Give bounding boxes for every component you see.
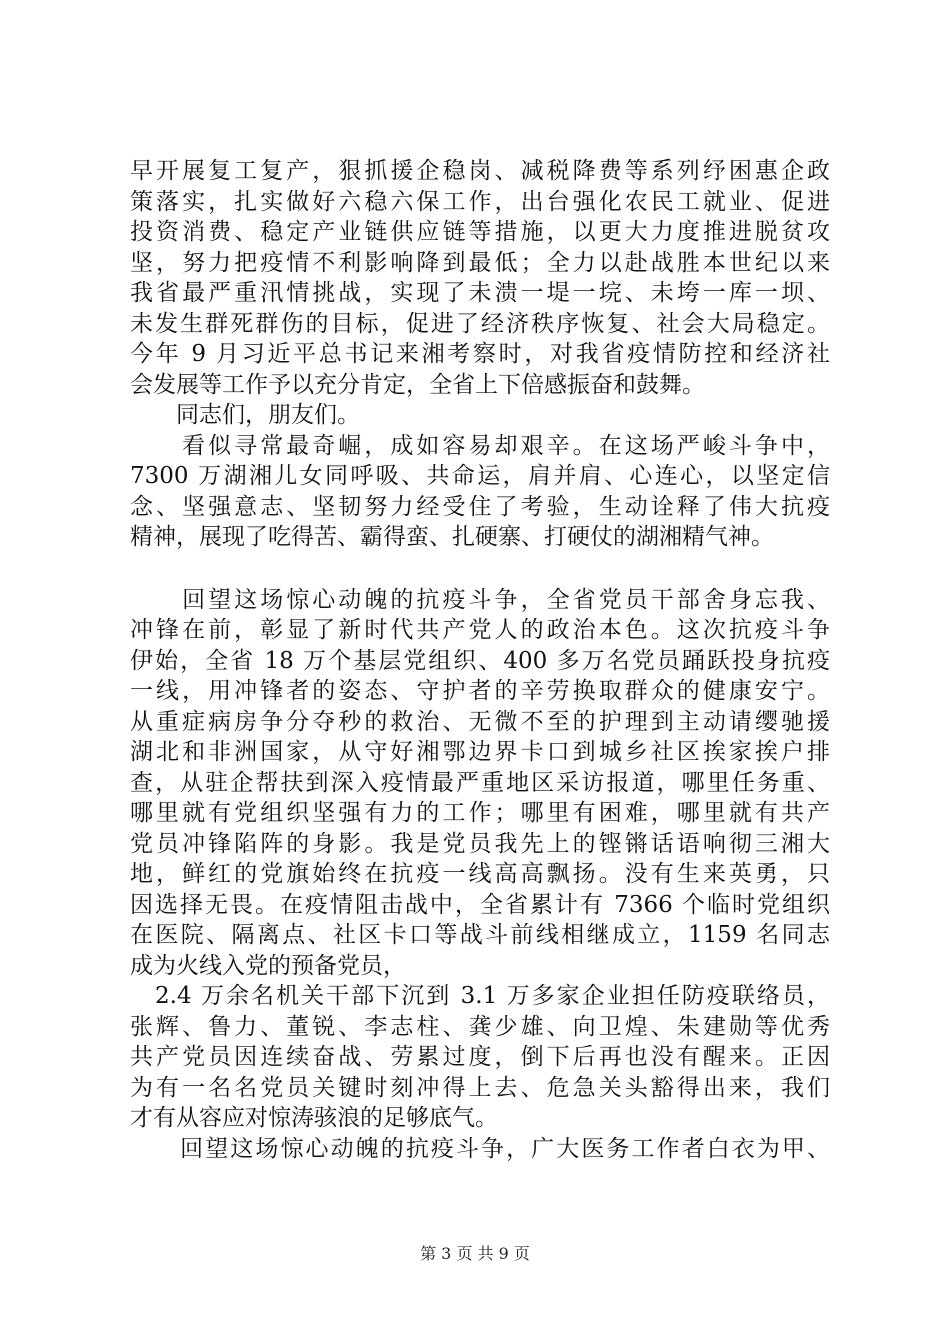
text-line: 查，从驻企帮扶到深入疫情最严重地区采访报道，哪里任务重、 [130,769,830,796]
text-line: 冲锋在前，彰显了新时代共产党人的政治本色。这次抗疫斗争 [130,617,830,643]
text-line: 哪里就有党组织坚强有力的工作；哪里有困难，哪里就有共产 [130,800,830,826]
page-footer: 第 3 页 共 9 页 [420,1244,530,1263]
text-line: 我省最严重汛情挑战，实现了未溃一堤一垸、未垮一库一坝、 [130,280,830,306]
text-line: 成为火线入党的预备党员， [130,952,406,979]
text-line: 策落实，扎实做好六稳六保工作，出台强化农民工就业、促进 [130,188,830,215]
paragraph [130,585,830,982]
text-line: 因选择无畏。在疫情阻击战中，全省累计有 7366 个临时党组织 [130,891,830,918]
text-line: 张辉、鲁力、董锐、李志柱、龚少雄、向卫煌、朱建勋等优秀 [130,1013,830,1040]
paragraph [130,981,830,1134]
text-line: 在医院、隔离点、社区卡口等战斗前线相继成立，1159 名同志 [130,922,830,948]
text-line: 7300 万湖湘儿女同呼吸、共命运，肩并肩、心连心，以坚定信 [130,463,830,489]
text-line: 未发生群死群伤的目标，促进了经济秩序恢复、社会大局稳定。 [130,310,830,337]
body-text [130,156,830,1164]
text-line: 2.4 万余名机关干部下沉到 3.1 万多家企业担任防疫联络员， [130,983,830,1009]
text-line: 回望这场惊心动魄的抗疫斗争，全省党员干部舍身忘我、 [130,586,830,613]
text-line: 精神，展现了吃得苦、霸得蛮、扎硬寨、打硬仗的湖湘精气神。 [130,524,774,550]
text-line: 同志们，朋友们。 [130,402,360,428]
paragraph-gap [130,553,830,585]
text-line: 一线，用冲锋者的姿态、守护者的辛劳换取群众的健康安宁。 [130,678,830,704]
text-line: 湖北和非洲国家，从守好湘鄂边界卡口到城乡社区挨家挨户排 [130,739,830,765]
text-line: 投资消费、稳定产业链供应链等措施，以更大力度推进脱贫攻 [130,219,830,245]
text-line: 才有从容应对惊涛骇浪的足够底气。 [130,1105,498,1131]
text-line: 从重症病房争分夺秒的救治、无微不至的护理到主动请缨驰援 [130,708,830,735]
text-line: 念、坚强意志、坚韧努力经受住了考验，生动诠释了伟大抗疫 [130,493,830,520]
text-line: 坚，努力把疫情不利影响降到最低；全力以赴战胜本世纪以来 [130,249,830,276]
text-line: 会发展等工作予以充分肯定，全省上下倍感振奋和鼓舞。 [130,371,705,398]
text-line: 伊始，全省 18 万个基层党组织、400 多万名党员踊跃投身抗疫 [130,647,830,674]
text-line: 早开展复工复产，狠抓援企稳岗、减税降费等系列纾困惠企政 [130,158,830,184]
paragraph [130,156,830,400]
paragraph [130,431,830,553]
text-line: 今年 9 月习近平总书记来湘考察时，对我省疫情防控和经济社 [130,341,830,367]
text-line: 党员冲锋陷阵的身影。我是党员我先上的铿锵话语响彻三湘大 [130,830,830,857]
text-line: 为有一名名党员关键时刻冲得上去、危急关头豁得出来，我们 [130,1074,830,1101]
text-line: 共产党员因连续奋战、劳累过度，倒下后再也没有醒来。正因 [130,1044,830,1070]
paragraph [130,400,830,431]
text-line: 回望这场惊心动魄的抗疫斗争，广大医务工作者白衣为甲、 [130,1135,830,1162]
paragraph [130,1134,830,1165]
text-line: 看似寻常最奇崛，成如容易却艰辛。在这场严峻斗争中， [130,432,830,459]
text-line: 地，鲜红的党旗始终在抗疫一线高高飘扬。没有生来英勇，只 [130,861,830,887]
